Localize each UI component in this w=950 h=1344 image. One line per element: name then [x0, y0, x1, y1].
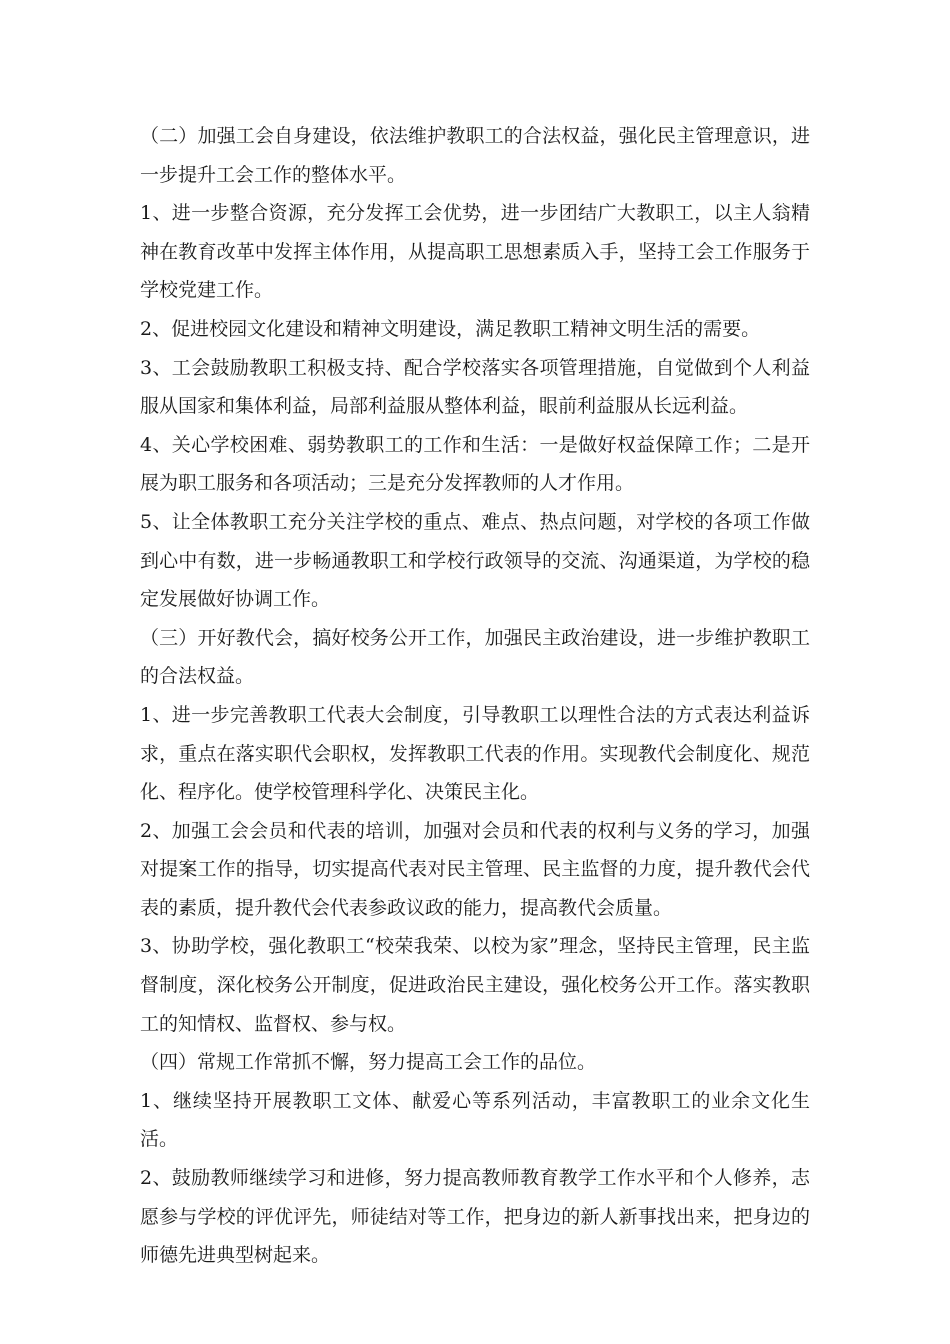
section-heading-3: （三）开好教代会，搞好校务公开工作，加强民主政治建设，进一步维护教职工的合法权益。 — [140, 626, 810, 688]
section-heading-2: （二）加强工会自身建设，依法维护教职工的合法权益，强化民主管理意识，进一步提升工会工作的整体水平。 — [140, 125, 810, 186]
list-item: 2、促进校园文化建设和精神文明建设，满足教职工精神文明生活的需要。 — [140, 317, 761, 340]
list-item: 5、让全体教职工充分关注学校的重点、难点、热点问题，对学校的各项工作做到心中有数，进一步畅通教职工和学校行政领导的交流、沟通渠道，为学校的稳定发展做好协调工作。 — [140, 510, 810, 611]
list-item: 2、鼓励教师继续学习和进修，努力提高教师教育教学工作水平和个人修养，志愿参与学校的评优评先，师徒结对等工作，把身边的新人新事找出来，把身边的师德先进典型树起来。 — [140, 1167, 810, 1267]
section-heading-4: （四）常规工作常抓不懈，努力提高工会工作的品位。 — [140, 1051, 597, 1074]
list-item: 3、协助学校，强化教职工“校荣我荣、以校为家”理念，坚持民主管理，民主监督制度，深化校务公开制度，促进政治民主建设，强化校务公开工作。落实教职工的知情权、监督权、参与权。 — [140, 935, 810, 1035]
document-body — [140, 117, 810, 1275]
list-item: 4、关心学校困难、弱势教职工的工作和生活：一是做好权益保障工作；二是开展为职工服务和各项活动；三是充分发挥教师的人才作用。 — [140, 433, 810, 495]
list-item: 2、加强工会会员和代表的培训，加强对会员和代表的权利与义务的学习，加强对提案工作的指导，切实提高代表对民主管理、民主监督的力度，提升教代会代表的素质，提升教代会代表参政议政的能力，提高教代会质量。 — [140, 819, 810, 919]
list-item: 1、进一步整合资源，充分发挥工会优势，进一步团结广大教职工，以主人翁精神在教育改革中发挥主体作用，从提高职工思想素质入手，坚持工会工作服务于学校党建工作。 — [140, 202, 810, 302]
list-item: 1、继续坚持开展教职工文体、献爱心等系列活动，丰富教职工的业余文化生活。 — [140, 1089, 810, 1151]
list-item: 1、进一步完善教职工代表大会制度，引导教职工以理性合法的方式表达利益诉求，重点在落实职代会职权，发挥教职工代表的作用。实现教代会制度化、规范化、程序化。使学校管理科学化、决策民主化。 — [140, 703, 810, 804]
list-item: 3、工会鼓励教职工积极支持、配合学校落实各项管理措施，自觉做到个人利益服从国家和集体利益，局部利益服从整体利益，眼前利益服从长远利益。 — [140, 356, 810, 418]
